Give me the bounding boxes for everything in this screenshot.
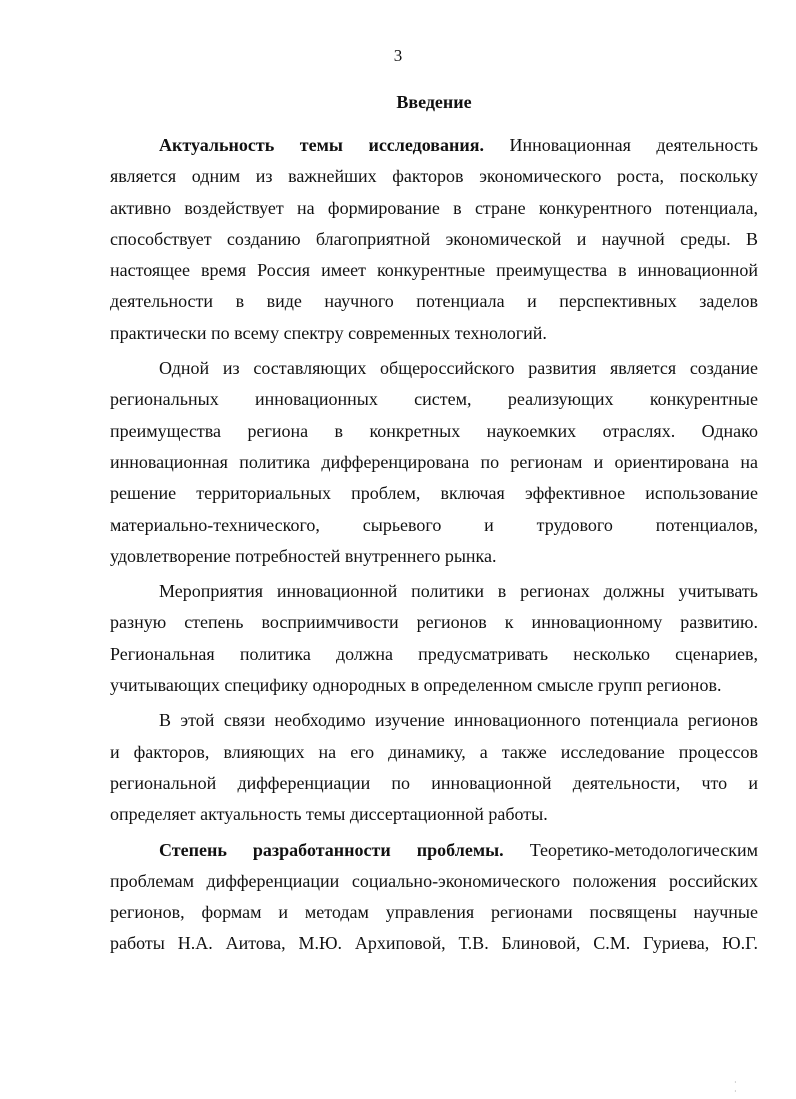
page-number: 3 xyxy=(393,46,403,65)
text-line xyxy=(110,835,758,866)
text-line xyxy=(110,705,758,736)
line-text: материально-технического, сырьевого и трудового потенциалов, xyxy=(110,514,758,535)
line-text: способствует созданию благоприятной экономической и научной среды. В xyxy=(110,228,758,249)
line-text: Теоретико-методологическим xyxy=(503,839,758,860)
text-line xyxy=(110,255,758,286)
paragraph xyxy=(110,353,758,572)
line-text: Мероприятия инновационной политики в регионах должны учитывать xyxy=(159,581,758,602)
line-text: преимущества региона в конкретных наукоемких отраслях. Однако xyxy=(110,420,758,441)
line-text: региональной дифференциации по инновационной деятельности, что и xyxy=(110,772,758,793)
paragraph xyxy=(110,576,758,701)
line-text: В этой связи необходимо изучение инновационного потенциала регионов xyxy=(159,710,758,731)
text-line xyxy=(110,897,758,928)
line-text: решение территориальных проблем, включая эффективное использование xyxy=(110,483,758,504)
line-text: активно воздействует на формирование в стране конкурентного потенциала, xyxy=(110,197,758,218)
line-text: определяет актуальность темы диссертационной работы. xyxy=(110,804,548,825)
line-text: является одним из важнейших факторов экономического роста, поскольку xyxy=(110,166,758,187)
text-line xyxy=(110,286,758,317)
line-text: деятельности в виде научного потенциала и перспективных заделов xyxy=(110,291,758,312)
paragraph xyxy=(110,705,758,830)
line-text: Инновационная деятельность xyxy=(484,135,758,155)
line-text: Одной из составляющих общероссийского развития является создание xyxy=(159,358,758,379)
text-line xyxy=(110,607,758,638)
line-text: Региональная политика должна предусматривать несколько сценариев, xyxy=(110,643,758,664)
text-line xyxy=(110,866,758,897)
line-text: инновационная политика дифференцирована по регионам и ориентирована на xyxy=(110,451,758,472)
scan-specks: · · xyxy=(734,1078,757,1096)
text-line xyxy=(110,384,758,415)
line-text: учитывающих специфику однородных в определенном смысле групп регионов. xyxy=(110,675,722,696)
text-line xyxy=(110,478,758,509)
line-text: проблемам дифференциации социально-экономического положения российских xyxy=(110,870,758,891)
text-line xyxy=(110,737,758,768)
section-title: Введение xyxy=(396,92,472,112)
text-line xyxy=(110,670,758,701)
text-line xyxy=(110,510,758,541)
bold-lead: Степень разработанности проблемы. xyxy=(159,839,504,860)
paragraph xyxy=(110,130,758,349)
line-text: настоящее время Россия имеет конкурентные преимущества в инновационной xyxy=(110,260,758,281)
text-line xyxy=(110,161,758,192)
text-line xyxy=(110,639,758,670)
bold-lead: Актуальность темы исследования. xyxy=(159,135,484,155)
text-line xyxy=(110,224,758,255)
text-line xyxy=(110,768,758,799)
text-line xyxy=(110,576,758,607)
text-line xyxy=(110,928,758,959)
text-line xyxy=(110,353,758,384)
line-text: удовлетворение потребностей внутреннего рынка. xyxy=(110,545,497,566)
text-line xyxy=(110,447,758,478)
text-line xyxy=(110,130,758,161)
text-line xyxy=(110,799,758,830)
line-text: регионов, формам и методам управления регионами посвящены научные xyxy=(110,902,758,923)
text-line xyxy=(110,541,758,572)
line-text: региональных инновационных систем, реализующих конкурентные xyxy=(110,389,758,410)
paragraph xyxy=(110,835,758,960)
document-body xyxy=(110,130,758,964)
line-text: практически по всему спектру современных технологий. xyxy=(110,322,547,343)
text-line xyxy=(110,318,758,349)
text-line xyxy=(110,193,758,224)
line-text: и факторов, влияющих на его динамику, а также исследование процессов xyxy=(110,741,758,762)
text-line xyxy=(110,416,758,447)
line-text: разную степень восприимчивости регионов к инновационному развитию. xyxy=(110,612,758,633)
line-text: работы Н.А. Аитова, М.Ю. Архиповой, Т.В. Блиновой, С.М. Гуриева, Ю.Г. xyxy=(110,933,758,954)
